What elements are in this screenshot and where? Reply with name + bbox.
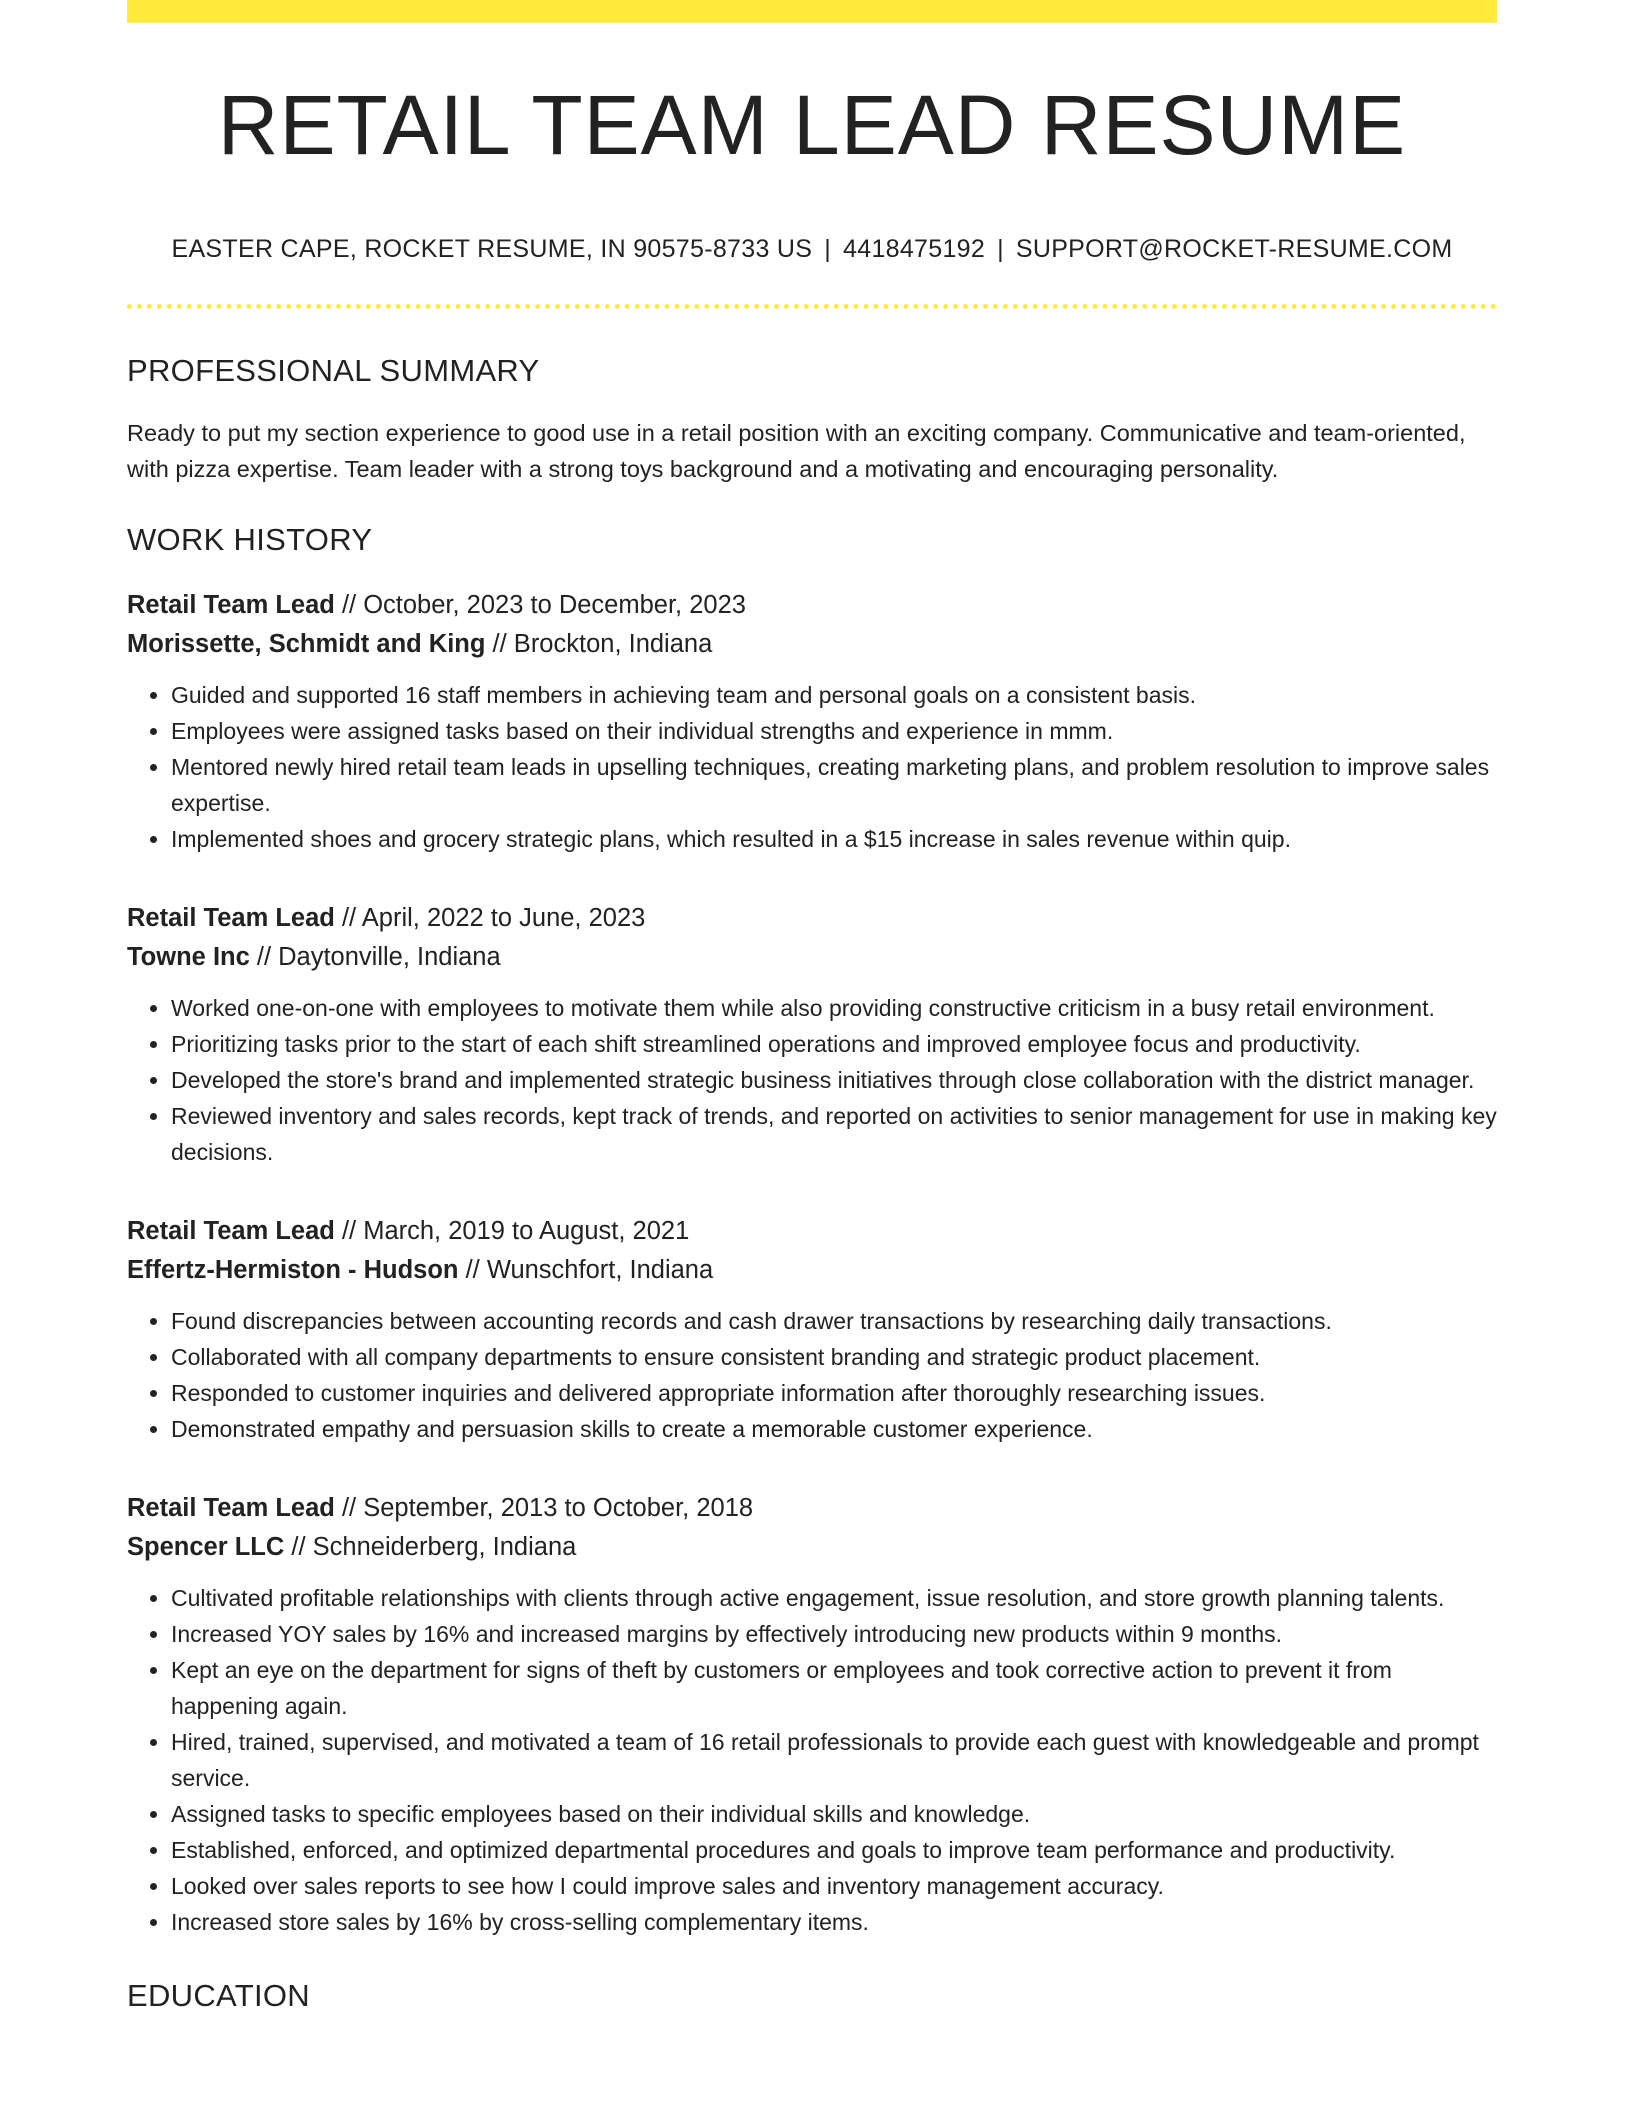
- job-bullets: [127, 677, 1497, 857]
- summary-heading: PROFESSIONAL SUMMARY: [127, 353, 540, 388]
- job-location: // Wunschfort, Indiana: [458, 1256, 714, 1284]
- job-company-line: [127, 1251, 1497, 1290]
- job-title: Retail Team Lead: [127, 1494, 335, 1522]
- job-bullets: [127, 1580, 1497, 1940]
- job-entry: [127, 586, 1497, 857]
- contact-address: EASTER CAPE, ROCKET RESUME, IN 90575-8733 US: [171, 235, 813, 263]
- job-location: // Schneiderberg, Indiana: [284, 1533, 577, 1561]
- accent-top-bar: [127, 0, 1497, 23]
- job-title: Retail Team Lead: [127, 1217, 335, 1245]
- work-history-heading: WORK HISTORY: [127, 522, 373, 557]
- job-title-line: [127, 899, 1497, 938]
- bullet-item: • Employees were assigned tasks based on their individual strengths and experience in mmm.: [171, 713, 1497, 749]
- bullet-item: • Cultivated profitable relationships with clients through active engagement, issue resolution, and store growth planning talents.: [171, 1580, 1497, 1616]
- job-title: Retail Team Lead: [127, 591, 335, 619]
- bullet-item: • Prioritizing tasks prior to the start of each shift streamlined operations and improved employee focus and productivity.: [171, 1026, 1497, 1062]
- bullet-item: • Reviewed inventory and sales records, kept track of trends, and reported on activities to senior management for use in making key decisions.: [171, 1098, 1497, 1170]
- bullet-item: • Worked one-on-one with employees to motivate them while also providing constructive criticism in a busy retail environment.: [171, 990, 1497, 1026]
- job-title: Retail Team Lead: [127, 904, 335, 932]
- job-company-line: [127, 938, 1497, 977]
- resume-title: RETAIL TEAM LEAD RESUME: [217, 78, 1407, 172]
- job-entry: [127, 899, 1497, 1170]
- job-bullets: [127, 990, 1497, 1170]
- contact-separator: |: [997, 235, 1004, 263]
- job-title-line: [127, 586, 1497, 625]
- bullet-item: • Found discrepancies between accounting records and cash drawer transactions by researching daily transactions.: [171, 1303, 1497, 1339]
- bullet-item: • Developed the store's brand and implemented strategic business initiatives through close collaboration with the district manager.: [171, 1062, 1497, 1098]
- contact-separator: |: [824, 235, 832, 263]
- job-dates: // April, 2022 to June, 2023: [334, 904, 646, 932]
- bullet-item: • Hired, trained, supervised, and motivated a team of 16 retail professionals to provide each guest with knowledgeable and prompt service.: [171, 1724, 1497, 1796]
- bullet-item: • Looked over sales reports to see how I could improve sales and inventory management accuracy.: [171, 1868, 1497, 1904]
- job-company-line: [127, 1528, 1497, 1567]
- bullet-item: • Kept an eye on the department for signs of theft by customers or employees and took corrective action to prevent it from happening again.: [171, 1652, 1497, 1724]
- education-heading: EDUCATION: [127, 1978, 310, 2013]
- job-entry: [127, 1212, 1497, 1447]
- bullet-item: • Increased store sales by 16% by cross-selling complementary items.: [171, 1904, 1497, 1940]
- job-company: Effertz-Hermiston - Hudson: [127, 1256, 459, 1284]
- job-company: Towne Inc: [127, 943, 250, 971]
- work-history-list: [127, 586, 1497, 1940]
- bullet-item: • Established, enforced, and optimized departmental procedures and goals to improve team performance and productivity.: [171, 1832, 1497, 1868]
- job-company-line: [127, 625, 1497, 664]
- job-entry: [127, 1489, 1497, 1940]
- job-location: // Daytonville, Indiana: [249, 943, 501, 971]
- job-location: // Brockton, Indiana: [485, 630, 713, 658]
- contact-email: SUPPORT@ROCKET-RESUME.COM: [1015, 235, 1453, 263]
- job-bullets: [127, 1303, 1497, 1447]
- bullet-item: • Guided and supported 16 staff members in achieving team and personal goals on a consistent basis.: [171, 677, 1497, 713]
- job-dates: // March, 2019 to August, 2021: [334, 1217, 690, 1245]
- bullet-item: • Assigned tasks to specific employees based on their individual skills and knowledge.: [171, 1796, 1497, 1832]
- bullet-item: • Demonstrated empathy and persuasion skills to create a memorable customer experience.: [171, 1411, 1497, 1447]
- resume-page: [127, 0, 1497, 2014]
- contact-line: [127, 235, 1497, 264]
- bullet-item: • Mentored newly hired retail team leads in upselling techniques, creating marketing plans, and problem resolution to improve sales expertise.: [171, 749, 1497, 821]
- contact-phone: 4418475192: [843, 235, 986, 263]
- bullet-item: • Responded to customer inquiries and delivered appropriate information after thoroughly researching issues.: [171, 1375, 1497, 1411]
- bullet-item: • Implemented shoes and grocery strategic plans, which resulted in a $15 increase in sales revenue within quip.: [171, 821, 1497, 857]
- job-dates: // September, 2013 to October, 2018: [334, 1494, 754, 1522]
- job-dates: // October, 2023 to December, 2023: [334, 591, 746, 619]
- summary-text: Ready to put my section experience to good use in a retail position with an exciting company. Communicative and team-oriented, with pizza expertise. Team leader with a strong toys background and a motivating and encouraging personality.: [127, 420, 1466, 482]
- bullet-item: • Increased YOY sales by 16% and increased margins by effectively introducing new products within 9 months.: [171, 1616, 1497, 1652]
- job-company: Morissette, Schmidt and King: [127, 630, 486, 658]
- job-company: Spencer LLC: [127, 1533, 285, 1561]
- bullet-item: • Collaborated with all company departments to ensure consistent branding and strategic product placement.: [171, 1339, 1497, 1375]
- job-title-line: [127, 1212, 1497, 1251]
- dotted-divider: [127, 304, 1497, 309]
- job-title-line: [127, 1489, 1497, 1528]
